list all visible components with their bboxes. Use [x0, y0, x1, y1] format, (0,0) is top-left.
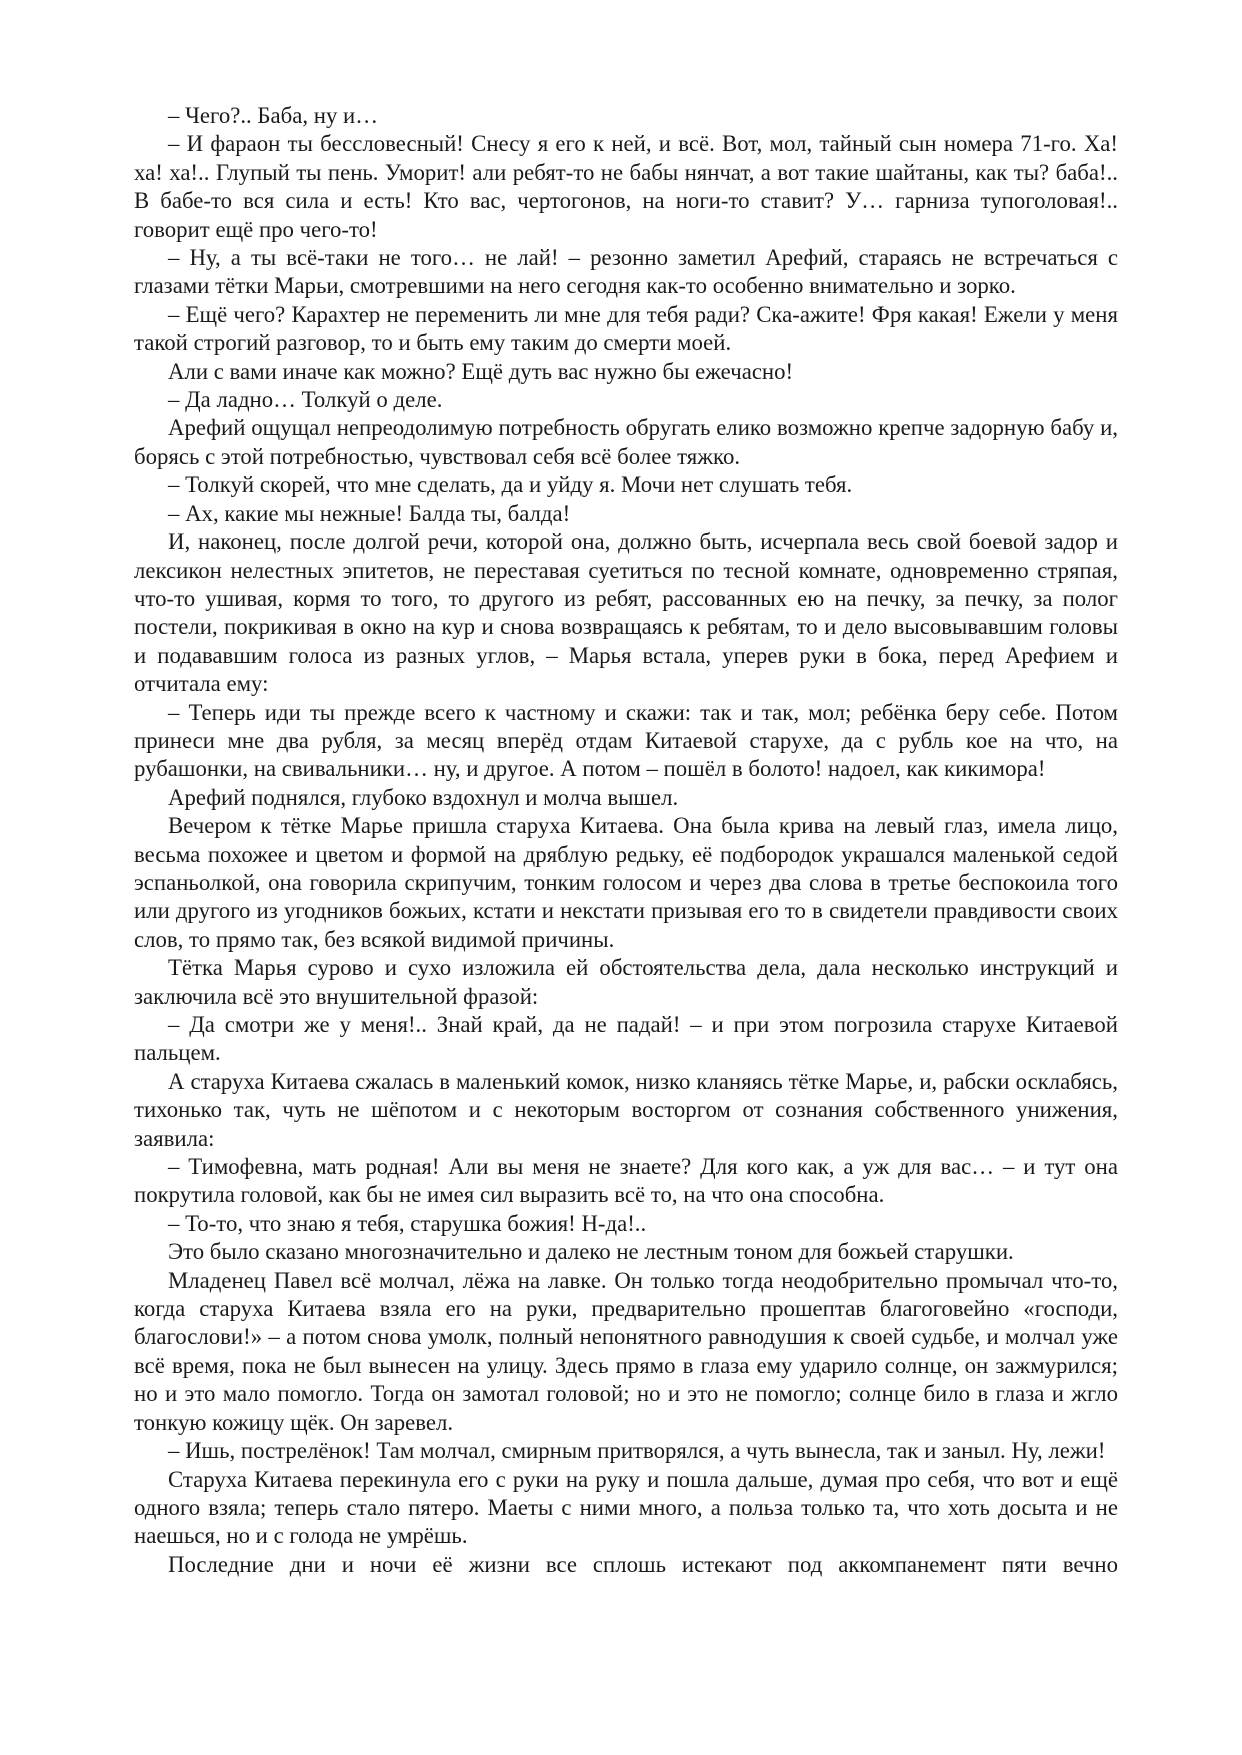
paragraph-15: – Да смотри же у меня!.. Знай край, да не падай! – и при этом погрозила старухе Китаевой пальцем. [134, 1012, 1118, 1066]
paragraph-19: Это было сказано многозначительно и далеко не лестным тоном для божьей старушки. [168, 1239, 1014, 1265]
paragraph-16: А старуха Китаева сжалась в маленький комок, низко кланяясь тётке Марье, и, рабски осклабясь, тихонько так, чуть не шёпотом и с некоторым восторгом от сознания собственного унижения, заявила: [134, 1068, 1118, 1151]
paragraph-11: – Теперь иди ты прежде всего к частному и скажи: так и так, мол; ребёнка беру себе. Потом принеси мне два рубля, за месяц вперёд отдам Китаевой старухе, да с рубль кое на что, на рубашонки, на свивальники… ну, и другое. А потом – пошёл в болото! надоел, как кикимора! [134, 699, 1118, 782]
paragraph-21: – Ишь, пострелёнок! Там молчал, смирным притворялся, а чуть вынесла, так и заныл. Ну, лежи! [168, 1438, 1106, 1464]
paragraph-17: – Тимофевна, мать родная! Али вы меня не знаете? Для кого как, а уж для вас… – и тут она покрутила головой, как бы не имея сил выразить всё то, на что она способна. [134, 1154, 1118, 1208]
paragraph-6: – Да ладно… Толкуй о деле. [168, 387, 443, 413]
paragraph-23: Последние дни и ночи её жизни все сплошь истекают под аккомпанемент пяти вечно [168, 1551, 1118, 1577]
paragraph-10: И, наконец, после долгой речи, которой она, должно быть, исчерпала весь свой боевой задор и лексикон нелестных эпитетов, не переставая суетиться по тесной комнате, одновременно стряпая, что-то ушивая, кормя то того, то другого из ребят, рассованных ею на печку, за печку, за полог постели, покрикивая в окно на кур и снова возвращаясь к ребятам, то и дело высовывавшим головы и подававшим голоса из разных углов, – Марья встала, уперев руки в бока, перед Арефием и отчитала ему: [134, 529, 1118, 697]
document-page [134, 102, 1118, 1579]
paragraph-5: Али с вами иначе как можно? Ещё дуть вас нужно бы ежечасно! [168, 358, 794, 384]
paragraph-1: – Чего?.. Баба, ну и… [168, 103, 379, 128]
paragraph-12: Арефий поднялся, глубоко вздохнул и молча вышел. [168, 784, 679, 810]
paragraph-9: – Ах, какие мы нежные! Балда ты, балда! [168, 500, 571, 526]
paragraph-3: – Ну, а ты всё-таки не того… не лай! – резонно заметил Арефий, стараясь не встречаться с глазами тётки Марьи, смотревшими на него сегодня как-то особенно внимательно и зорко. [134, 245, 1118, 299]
paragraph-14: Тётка Марья сурово и сухо изложила ей обстоятельства дела, дала несколько инструкций и заключила всё это внушительной фразой: [134, 955, 1118, 1009]
paragraph-22: Старуха Китаева перекинула его с руки на руку и пошла дальше, думая про себя, что вот и ещё одного взяла; теперь стало пятеро. Маеты с ними много, а польза только та, что хоть досыта и не наешься, но и с голода не умрёшь. [134, 1466, 1118, 1549]
paragraph-18: – То-то, что знаю я тебя, старушка божия! Н-да!.. [168, 1210, 647, 1236]
paragraph-7: Арефий ощущал непреодолимую потребность обругать елико возможно крепче задорную бабу и, борясь с этой потребностью, чувствовал себя всё более тяжко. [134, 415, 1118, 469]
paragraph-20: Младенец Павел всё молчал, лёжа на лавке. Он только тогда неодобрительно промычал что-то, когда старуха Китаева взяла его на руки, предварительно прошептав благоговейно «господи, благослови!» – а потом снова умолк, полный непонятного равнодушия к своей судьбе, и молчал уже всё время, пока не был вынесен на улицу. Здесь прямо в глаза ему ударило солнце, он зажмурился; но и это мало помогло. Тогда он замотал головой; но и это не помогло; солнце било в глаза и жгло тонкую кожицу щёк. Он заревел. [134, 1267, 1118, 1435]
paragraph-2: – И фараон ты бессловесный! Снесу я его к ней, и всё. Вот, мол, тайный сын номера 71-го. Ха! ха! ха!.. Глупый ты пень. Уморит! али ребят-то не бабы нянчат, а вот такие шайтаны, как ты? баба!.. В бабе-то вся сила и есть! Кто вас, чертогонов, на ноги-то ставит? У… гарниза тупоголовая!.. говорит ещё про чего-то! [134, 131, 1118, 242]
paragraph-13: Вечером к тётке Марье пришла старуха Китаева. Она была крива на левый глаз, имела лицо, весьма похожее и цветом и формой на дряблую редьку, её подбородок украшался маленькой седой эспаньолкой, она говорила скрипучим, тонким голосом и через два слова в третье беспокоила того или другого из угодников божьих, кстати и некстати призывая его то в свидетели правдивости своих слов, то прямо так, без всякой видимой причины. [134, 813, 1118, 952]
paragraph-8: – Толкуй скорей, что мне сделать, да и уйду я. Мочи нет слушать тебя. [168, 472, 853, 498]
paragraph-4: – Ещё чего? Карахтер не переменить ли мне для тебя ради? Ска-ажите! Фря какая! Ежели у меня такой строгий разговор, то и быть ему таким до смерти моей. [134, 301, 1118, 356]
